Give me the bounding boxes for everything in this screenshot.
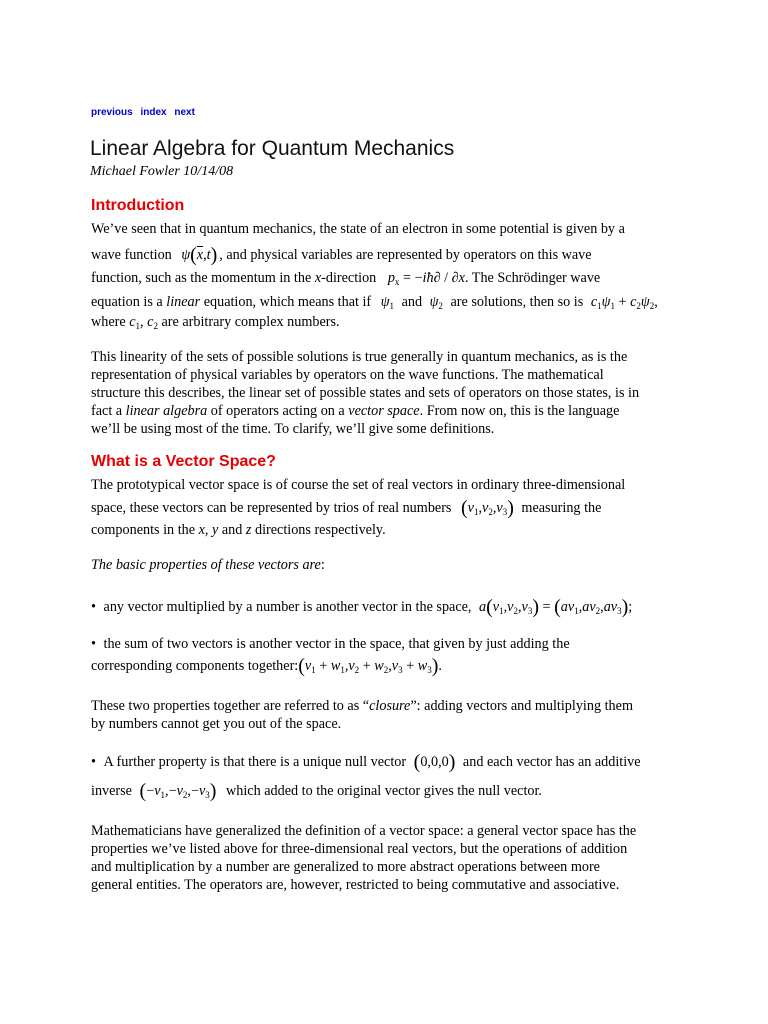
bullet-vector-sum-line-1: • the sum of two vectors is another vector in the space, that given by just adding the xyxy=(91,636,570,652)
vector-space-line-3: components in the x, y and z directions respectively. xyxy=(91,522,386,538)
closure-paragraph: These two properties together are referred to as “closure”: adding vectors and multiplying them by numbers cannot get you out of the space. xyxy=(91,698,633,732)
generalization-paragraph: Mathematicians have generalized the definition of a vector space: a general vector space has the properties we’ve listed above for three-dimensional real vectors, but the operations of addition and multiplication by a number are generalized to more abstract operations between more general entities. The operators are, however, restricted to being commutative and associative. xyxy=(91,823,637,893)
bullet-scalar-multiplication: • any vector multiplied by a number is another vector in the space, $a(v_1,v_2,v_3) = (av_1,av_2,av_3)$; xyxy=(91,596,633,618)
scalar-multiplication-math: $a(v_1,v_2,v_3) = (av_1,av_2,av_3)$; xyxy=(479,596,633,618)
intro-line-3: function, such as the momentum in the x-direction $p_x$ = −iħ∂ / ∂x. The Schrödinger wave xyxy=(91,270,601,287)
intro-line-4: equation is a linear equation, which means that if $\psi_1$ and $\psi_2$ are solutions, then so is $c_1\psi_1 + c_2\psi_2$, xyxy=(91,294,658,311)
bullet-icon: • xyxy=(91,636,96,652)
vector-space-line-1: The prototypical vector space is of course the set of real vectors in ordinary three-dimensional xyxy=(91,477,626,493)
bullet-icon: • xyxy=(91,599,96,615)
index-link[interactable]: index xyxy=(140,107,167,118)
bullet-null-vector-line-2: inverse $(-v_1,-v_2,-v_3)$ which added to the original vector gives the null vector. xyxy=(91,780,542,802)
vector-space-line-2: space, these vectors can be represented by trios of real numbers $(v_1,v_2,v_3)$ measuring the xyxy=(91,497,602,519)
superposition-math: $c_1\psi_1 + c_2\psi_2$ xyxy=(590,294,655,311)
vector-triple-math: $(v_1,v_2,v_3)$ xyxy=(461,497,514,519)
intro-line-5: where $c_1$, $c_2$ are arbitrary complex numbers. xyxy=(91,314,340,331)
null-vector-math: (0,0,0) xyxy=(413,751,456,773)
wave-function-math: $\psi(\overline{x},t)$ xyxy=(181,244,218,266)
basic-properties-line: The basic properties of these vectors are: xyxy=(91,557,325,573)
vector-sum-math: $(v_1 + w_1,v_2 + w_2,v_3 + w_3)$. xyxy=(298,655,442,677)
navigation-links xyxy=(91,107,200,118)
bullet-icon: • xyxy=(91,754,96,770)
next-link[interactable]: next xyxy=(174,107,195,118)
intro-line-1: We’ve seen that in quantum mechanics, the state of an electron in some potential is given by a xyxy=(91,221,625,237)
bullet-null-vector-line-1: • A further property is that there is a unique null vector (0,0,0) and each vector has an additive xyxy=(91,751,641,773)
momentum-operator-math: $p_x$ = −iħ∂ / ∂x xyxy=(387,270,465,287)
bullet-vector-sum-line-2: corresponding components $together:(v_1 + w_1,v_2 + w_2,v_3 + w_3)$. xyxy=(91,655,442,677)
intro-line-2: wave function $\psi(\overline{x},t)$ , and physical variables are represented by operators on this wave xyxy=(91,244,592,266)
vector-space-heading: What is a Vector Space? xyxy=(91,453,276,470)
introduction-heading: Introduction xyxy=(91,197,185,214)
linearity-paragraph: This linearity of the sets of possible solutions is true generally in quantum mechanics, as is the representation of physical variables by operators on the wave functions. The mathematical structure this describes, the linear set of possible states and sets of operators on those states, is in fact a linear algebra of operators acting on a vector space. From now on, this is the language we’ll be using most of the time. To clarify, we’ll give some definitions. xyxy=(91,349,640,437)
previous-link[interactable]: previous xyxy=(91,107,133,118)
page-title: Linear Algebra for Quantum Mechanics xyxy=(90,137,455,160)
inverse-vector-math: $(-v_1,-v_2,-v_3)$ xyxy=(139,780,217,802)
author-line: Michael Fowler 10/14/08 xyxy=(90,164,234,179)
